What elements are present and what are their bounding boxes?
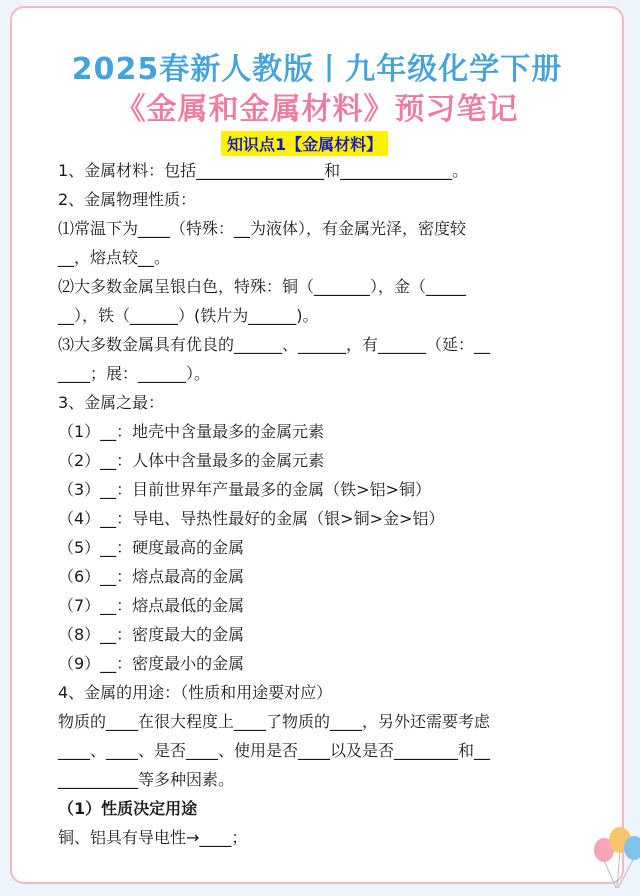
text-line: （8）__：密度最大的金属 <box>58 625 245 644</box>
text-line: （3）__：目前世界年产量最多的金属（铁>铝>铜） <box>58 480 431 499</box>
text-line: ⑴常温下为____（特殊：__为液体），有金属光泽，密度较 <box>58 219 467 238</box>
knowledge-point-heading: 知识点1【金属材料】 <box>221 131 388 156</box>
text-line: ⑶大多数金属具有优良的______、______，有______（延：__ <box>58 335 491 354</box>
text-line: （7）__：熔点最低的金属 <box>58 596 245 615</box>
text-line: 铜、铝具有导电性→____； <box>58 828 248 847</box>
text-line: __），铁（______）(铁片为______)。 <box>58 306 319 325</box>
text-line: ____；展：______）。 <box>58 364 211 383</box>
text-line: 2、金属物理性质： <box>58 190 197 209</box>
page-title: 2025春新人教版丨九年级化学下册 <box>71 52 563 87</box>
text-line: ____、____、是否____、使用是否____以及是否________和__ <box>58 741 491 760</box>
text-line: （4）__：导电、导热性最好的金属（银>铜>金>铝） <box>58 509 445 528</box>
page-subtitle: 《金属和金属材料》预习笔记 <box>115 92 519 127</box>
text-line: 物质的____在很大程度上____了物质的____，另外还需要考虑 <box>58 712 491 731</box>
text-line: ⑵大多数金属呈银白色，特殊：铜（_______），金（_____ <box>58 277 467 296</box>
text-line: （9）__：密度最小的金属 <box>58 654 245 673</box>
note-page <box>10 6 624 884</box>
text-line: （5）__：硬度最高的金属 <box>58 538 245 557</box>
text-line: 1、金属材料：包括________________和______________。 <box>58 161 469 180</box>
text-line: 4、金属的用途：（性质和用途要对应） <box>58 683 333 702</box>
balloons-icon <box>590 822 640 892</box>
text-line: 3、金属之最： <box>58 393 165 412</box>
text-line: （2）__：人体中含量最多的金属元素 <box>58 451 325 470</box>
text-line: （6）__：熔点最高的金属 <box>58 567 245 586</box>
text-line: （1）__：地壳中含量最多的金属元素 <box>58 422 325 441</box>
text-line: __________等多种因素。 <box>58 770 235 789</box>
text-line: __，熔点较__。 <box>58 248 171 267</box>
section-heading: （1）性质决定用途 <box>58 799 198 818</box>
